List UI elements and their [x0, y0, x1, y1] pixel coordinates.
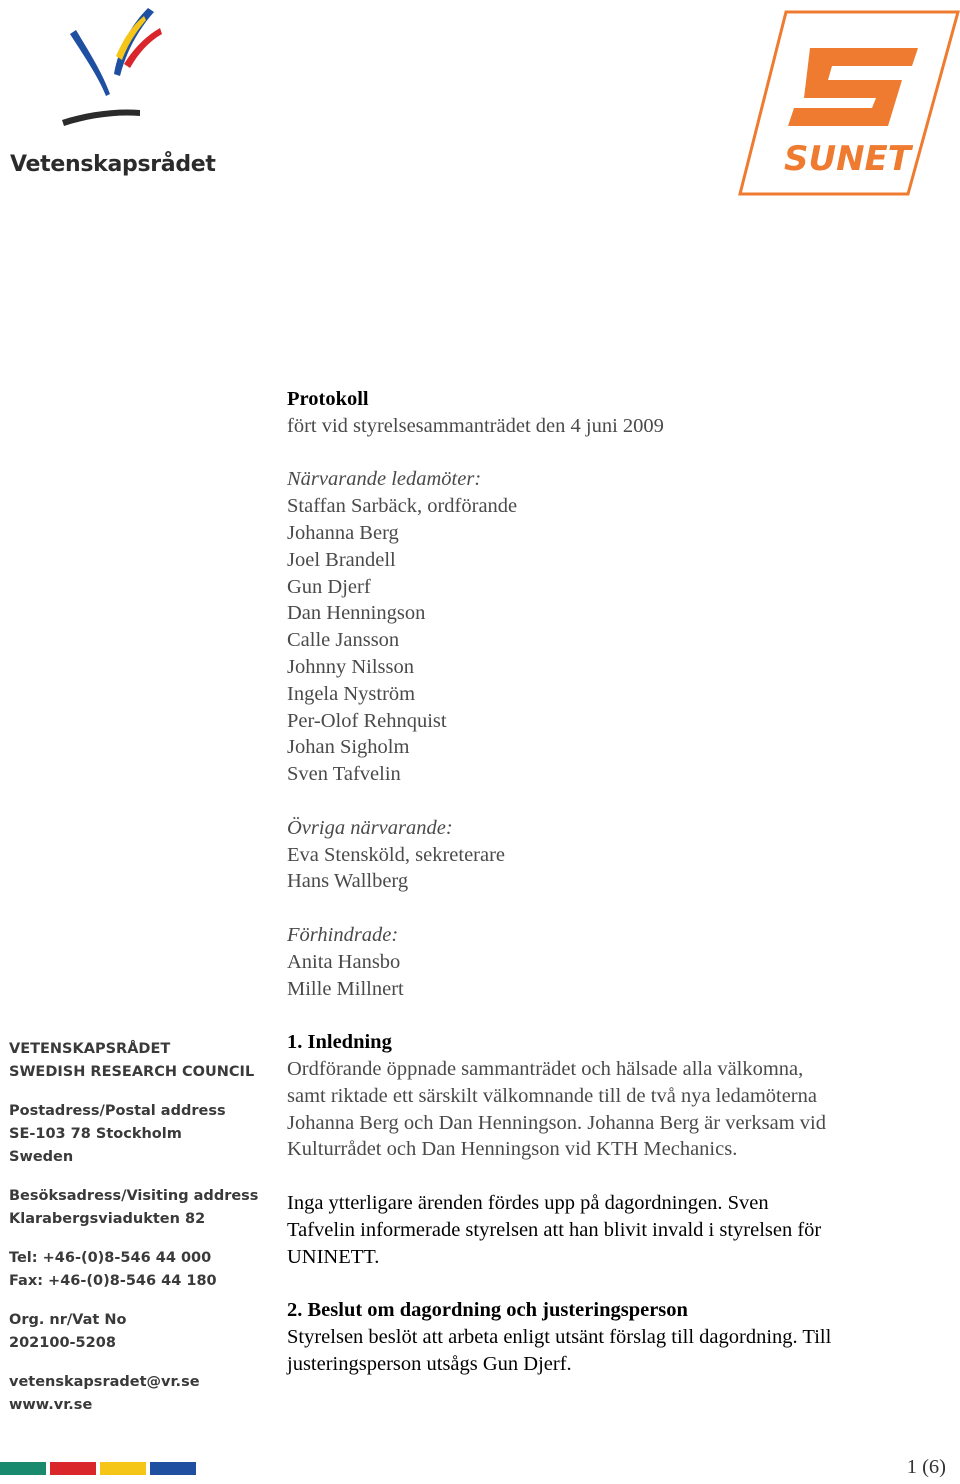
document-title: Protokoll — [287, 388, 369, 410]
others-item: Hans Wallberg — [287, 870, 409, 893]
vetenskapsradet-logo — [6, 4, 216, 182]
org-number: 202100-5208 — [9, 1335, 116, 1351]
section-1-text-line: Johanna Berg och Dan Henningson. Johanna Berg är verksam vid — [287, 1111, 826, 1134]
postal-address-line: SE-103 78 Stockholm — [9, 1126, 182, 1142]
document-body — [287, 386, 947, 1377]
vetenskapsradet-wordmark: Vetenskapsrådet — [10, 152, 216, 177]
section-2-text-line: Styrelsen beslöt att arbeta enligt utsänt förslag till dagordning. Till — [287, 1325, 832, 1348]
absent-item: Anita Hansbo — [287, 950, 401, 973]
org-name-english: SWEDISH RESEARCH COUNCIL — [9, 1064, 255, 1080]
section-1-text-line: Ordförande öppnade sammanträdet och hälsade alla välkomna, — [287, 1057, 804, 1080]
member-item: Gun Djerf — [287, 575, 371, 598]
org-number-label: Org. nr/Vat No — [9, 1312, 127, 1328]
member-item: Johnny Nilsson — [287, 655, 415, 678]
members-label: Närvarande ledamöter: — [287, 468, 482, 491]
member-item: Sven Tafvelin — [287, 763, 401, 786]
member-item: Staffan Sarbäck, ordförande — [287, 495, 518, 518]
visiting-address-line: Klarabergsviadukten 82 — [9, 1211, 206, 1227]
sunet-logo — [736, 6, 960, 198]
member-item: Ingela Nyström — [287, 682, 416, 705]
member-item: Per-Olof Rehnquist — [287, 709, 447, 732]
color-bar-segment-yellow — [100, 1462, 146, 1475]
member-item: Calle Jansson — [287, 629, 400, 652]
color-bar-segment-blue — [150, 1462, 196, 1475]
visiting-address-label: Besöksadress/Visiting address — [9, 1188, 259, 1204]
others-label: Övriga närvarande: — [287, 816, 453, 839]
postal-address-label: Postadress/Postal address — [9, 1103, 226, 1119]
vetenskapsradet-emblem-icon — [6, 4, 206, 144]
color-bar-segment-green — [0, 1462, 46, 1475]
absent-item: Mille Millnert — [287, 977, 404, 1000]
document-subtitle: fört vid styrelsesammanträdet den 4 juni 2009 — [287, 414, 664, 437]
absent-label: Förhindrade: — [287, 923, 399, 946]
address-sidebar — [9, 1038, 259, 1417]
member-item: Dan Henningson — [287, 602, 426, 625]
section-1-text-line: Inga ytterligare ärenden fördes upp på dagordningen. Sven — [287, 1191, 769, 1214]
footer-color-bar — [0, 1462, 196, 1475]
org-name: VETENSKAPSRÅDET — [9, 1041, 171, 1057]
member-item: Johan Sigholm — [287, 736, 410, 759]
phone-number: Tel: +46-(0)8-546 44 000 — [9, 1250, 212, 1266]
member-item: Joel Brandell — [287, 548, 396, 571]
section-1-text-line: Kulturrådet och Dan Henningson vid KTH Mechanics. — [287, 1138, 738, 1161]
section-1-heading: 1. Inledning — [287, 1031, 392, 1054]
email-address: vetenskapsradet@vr.se — [9, 1374, 200, 1390]
website-address: www.vr.se — [9, 1397, 93, 1413]
fax-number: Fax: +46-(0)8-546 44 180 — [9, 1273, 217, 1289]
postal-address-line: Sweden — [9, 1149, 74, 1165]
others-item: Eva Stensköld, sekreterare — [287, 843, 506, 866]
member-item: Johanna Berg — [287, 521, 399, 544]
section-2-text-line: justeringsperson utsågs Gun Djerf. — [287, 1352, 572, 1375]
section-1-text-line: Tafvelin informerade styrelsen att han blivit invald i styrelsen för — [287, 1218, 822, 1241]
page-number: 1 (6) — [906, 1456, 946, 1478]
sunet-wordmark: SUNET — [784, 139, 911, 179]
section-1-text-line: samt riktade ett särskilt välkomnande till de två nya ledamöterna — [287, 1084, 817, 1107]
color-bar-segment-red — [50, 1462, 96, 1475]
section-1-text-line: UNINETT. — [287, 1245, 380, 1268]
sunet-emblem-icon — [736, 6, 960, 198]
section-2-heading: 2. Beslut om dagordning och justeringsperson — [287, 1299, 688, 1322]
